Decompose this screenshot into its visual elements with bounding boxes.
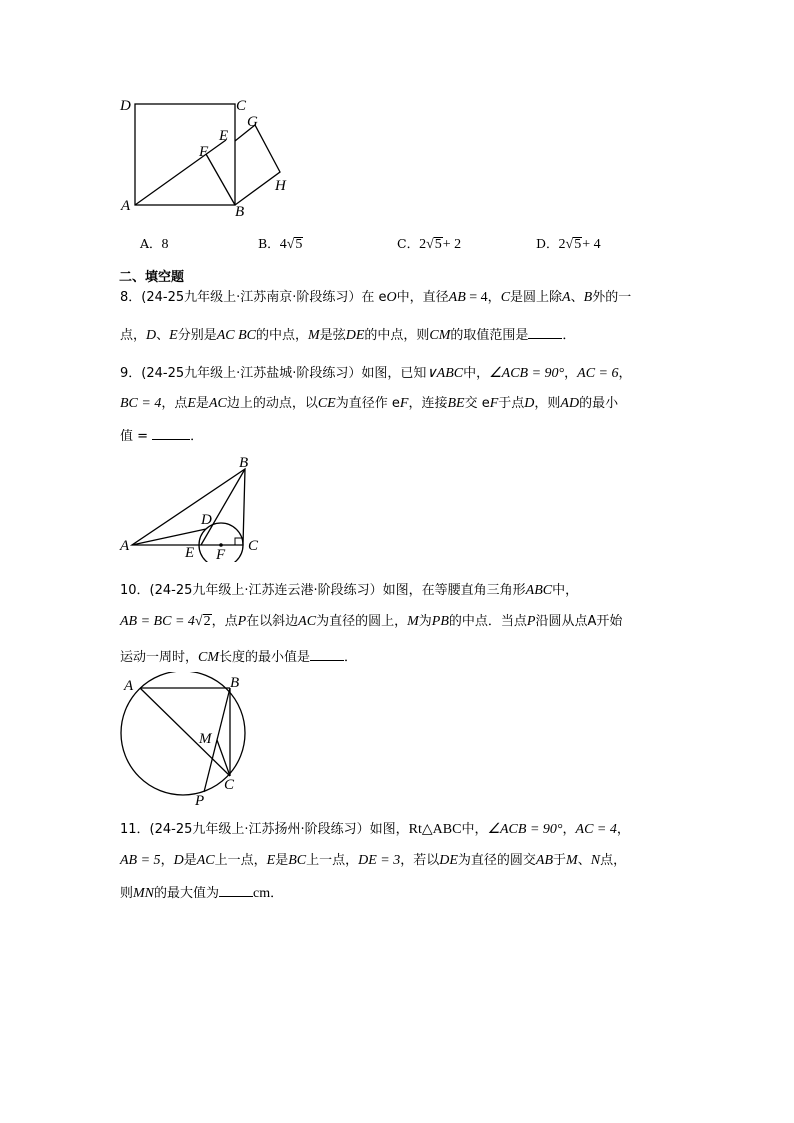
- label-e: E: [219, 128, 229, 144]
- label-a: A: [124, 678, 134, 694]
- option-d-letter: D．: [536, 236, 559, 251]
- option-c-radicand: 5: [434, 237, 442, 252]
- q10-line-2: AB = BC = 4√2，点P在以斜边AC为直径的圆上，M为PB的中点．当点P沿圆从点A开始: [120, 614, 623, 629]
- option-c-coef: 2: [419, 237, 427, 252]
- option-b-coef: 4: [279, 237, 287, 252]
- label-c: C: [248, 538, 259, 554]
- label-e: E: [185, 545, 195, 561]
- q8-line-2: 点，D、E分别是AC BC的中点，M是弦DE的中点，则CM的取值范围是 ．: [120, 328, 576, 343]
- option-c-letter: C．: [397, 236, 420, 251]
- label-d: D: [201, 512, 212, 528]
- segment-ac: [140, 688, 230, 776]
- label-b: B: [230, 675, 240, 691]
- label-p: P: [195, 793, 205, 809]
- segment-eb: [201, 469, 245, 545]
- q9-line-1: 9．(24-25九年级上·江苏盐城·阶段练习）如图，已知∨ABC中，∠ACB = 90°，AC = 6，: [120, 366, 632, 381]
- q9-answer-blank[interactable]: [152, 427, 190, 440]
- q10-line-1: 10．(24-25九年级上·江苏连云港·阶段练习）如图，在等腰直角三角形ABC中，: [120, 583, 579, 598]
- label-a: A: [120, 538, 130, 554]
- option-a[interactable]: [140, 234, 169, 253]
- label-a: A: [121, 198, 131, 214]
- q11-line-2: AB = 5，D是AC上一点，E是BC上一点，DE = 3，若以DE为直径的圆交AB于M、N点，: [120, 853, 627, 868]
- q10-line-3: 运动一周时，CM长度的最小值是 ．: [120, 650, 358, 665]
- segment-mc: [217, 740, 230, 776]
- label-b: B: [235, 204, 245, 220]
- q11-answer-blank[interactable]: [219, 884, 253, 897]
- option-d-tail: + 4: [582, 237, 601, 252]
- triangle-abc: [132, 469, 245, 545]
- option-a-value: 8: [161, 237, 169, 252]
- label-f: F: [199, 144, 209, 160]
- label-c: C: [224, 777, 235, 793]
- label-m: M: [199, 731, 212, 747]
- option-a-letter: A．: [140, 236, 162, 251]
- q9-line-2: BC = 4，点E是AC边上的动点，以CE为直径作 eF，连接BE交 eF于点D，则AD的最小: [120, 396, 619, 411]
- option-c-tail: + 2: [442, 237, 462, 252]
- label-f: F: [216, 547, 226, 562]
- option-d-coef: 2: [558, 237, 566, 252]
- section-title: 二、填空题: [119, 270, 185, 285]
- q8-answer-blank[interactable]: [528, 326, 562, 339]
- q10-answer-blank[interactable]: [310, 648, 344, 661]
- square-abcd: [135, 104, 235, 205]
- option-b-letter: B．: [258, 236, 280, 251]
- label-c: C: [236, 98, 247, 114]
- square-bghe: [235, 125, 280, 205]
- q9-line-3: 值 = ．: [120, 429, 204, 444]
- segment-ae: [135, 140, 226, 205]
- figure-q9: [115, 452, 275, 562]
- figure-q7: [115, 95, 300, 220]
- q11-line-3: 则MN的最大值为 cm．: [120, 886, 284, 901]
- option-d-radicand: 5: [574, 237, 582, 252]
- label-g: G: [247, 114, 258, 130]
- q8-line-1: 8．(24-25九年级上·江苏南京·阶段练习）在 eO中，直径AB = 4，C是圆上除A、B外的一: [120, 290, 632, 305]
- option-d[interactable]: D．2√5+ 4: [536, 236, 601, 252]
- option-b[interactable]: B．4√5: [258, 236, 303, 252]
- label-b: B: [239, 455, 249, 471]
- option-b-radicand: 5: [295, 237, 303, 252]
- label-h: H: [275, 178, 286, 194]
- label-d: D: [120, 98, 131, 114]
- figure-q10: [115, 672, 255, 812]
- option-c[interactable]: C．2√5+ 2: [397, 236, 462, 252]
- q11-line-1: 11．(24-25九年级上·江苏扬州·阶段练习）如图，Rt△ABC中，∠ACB = 90°，AC = 4，: [120, 822, 630, 837]
- segment-fb: [206, 154, 235, 205]
